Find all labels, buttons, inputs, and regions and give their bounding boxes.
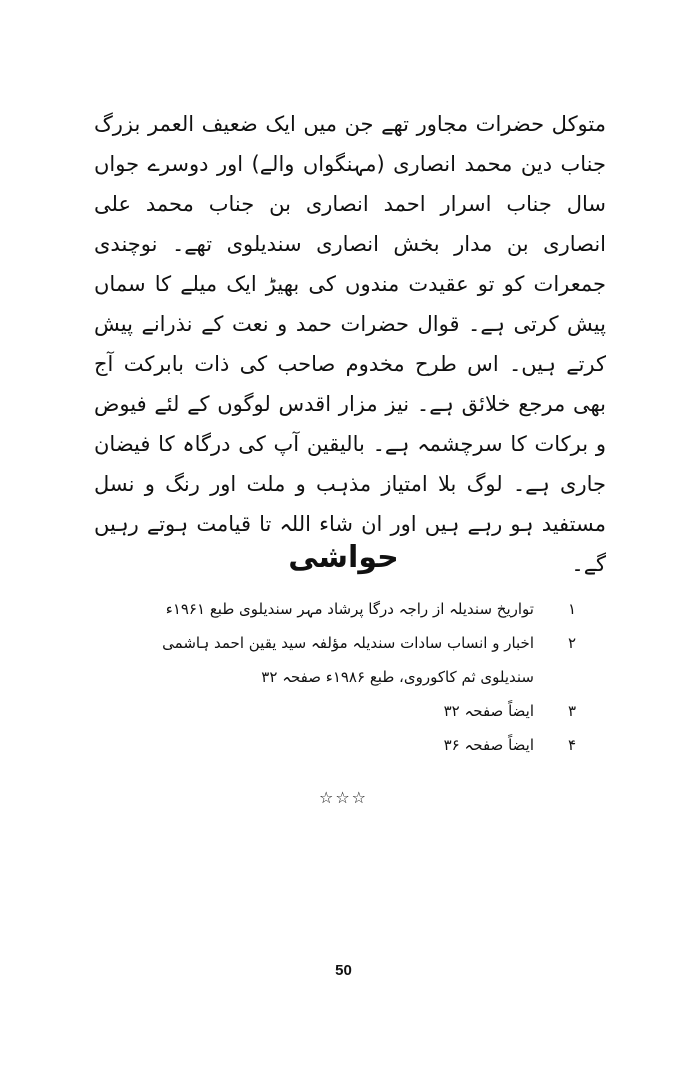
footnote-item xyxy=(120,626,576,694)
footnote-number: ۴ xyxy=(567,736,576,754)
footnote-text: تواریخ سندیلہ از راجہ درگا پرشاد مہر سندیلوی طبع ۱۹۶۱ء xyxy=(165,600,534,618)
footnotes-heading: حواشی xyxy=(288,540,399,575)
page-number: 50 xyxy=(335,962,352,979)
footnote-number: ۱ xyxy=(567,600,576,618)
footnote-item xyxy=(120,694,576,728)
footnote-item xyxy=(120,592,576,626)
footnote-item xyxy=(120,728,576,762)
footnote-number: ۲ xyxy=(567,634,576,652)
footnote-text: اخبار و انساب سادات سندیلہ مؤلفہ سید یقین احمد ہاشمی سندیلوی ثم کاکوروی، طبع ۱۹۸۶ء صفحہ ۳۲ xyxy=(162,634,534,686)
body-paragraph: متوکل حضرات مجاور تھے جن میں ایک ضعیف العمر بزرگ جناب دین محمد انصاری (مہنگواں والے) اور دوسرے جواں سال جناب اسرار احمد انصاری بن جناب محمد علی انصاری بن مدار بخش انصاری سندیلوی تھے۔ نوچندی جمعرات کو تو عقیدت مندوں کی بھیڑ ایک میلے کا سماں پیش کرتی ہے۔ قوال حضرات حمد و نعت کے نذرانے پیش کرتے ہیں۔ اس طرح مخدوم صاحب کی ذات بابرکت آج بھی مرجع خلائق ہے۔ نیز مزار اقدس لوگوں کے لئے فیوض و برکات کا سرچشمہ ہے۔ بالیقین آپ کی درگاہ کا فیضان جاری ہے۔ لوگ بلا امتیاز مذہب و ملت اور رنگ و نسل مستفید ہو رہے ہیں اور ان شاء اللہ تا قیامت ہوتے رہیں گے۔ xyxy=(94,112,606,576)
section-separator-stars: ☆☆☆ xyxy=(318,788,369,807)
footnote-number: ۳ xyxy=(567,702,576,720)
footnote-text: ایضاً صفحہ ۳۲ xyxy=(443,702,534,720)
footnote-text: ایضاً صفحہ ۳۶ xyxy=(443,736,534,754)
footnotes-list xyxy=(120,592,576,762)
